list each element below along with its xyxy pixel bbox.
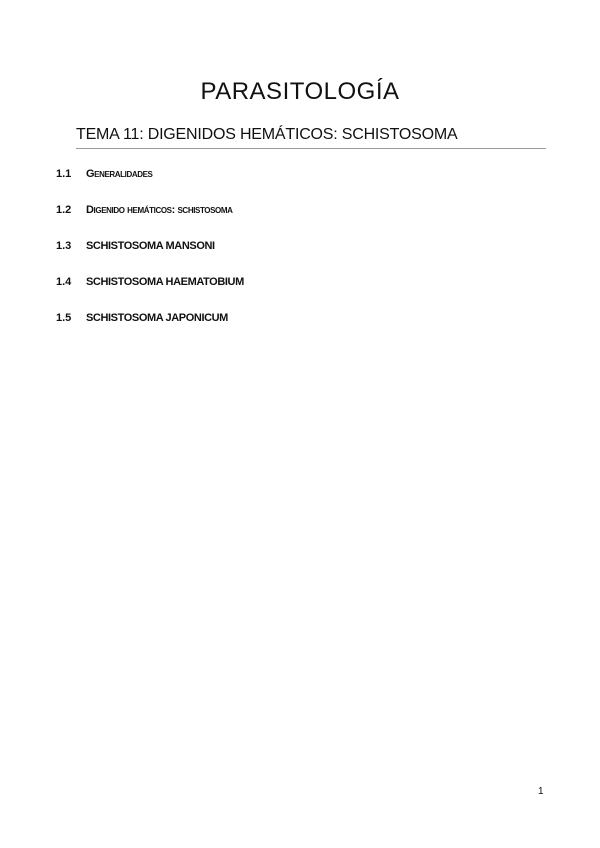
document-title: PARASITOLOGÍA xyxy=(200,78,400,105)
toc-item-number: 1.4 xyxy=(56,276,72,288)
toc-item xyxy=(56,240,244,276)
toc-item-number: 1.5 xyxy=(56,312,72,324)
section-heading: TEMA 11: DIGENIDOS HEMÁTICOS: SCHISTOSOMA xyxy=(76,126,546,149)
toc-item xyxy=(56,204,244,240)
toc-item xyxy=(56,312,244,348)
toc-item xyxy=(56,276,244,312)
toc-item-number: 1.2 xyxy=(56,204,72,216)
toc-item-number: 1.3 xyxy=(56,240,72,252)
toc-item xyxy=(56,168,244,204)
table-of-contents xyxy=(56,168,244,348)
toc-item-label: Generalidades xyxy=(86,168,153,180)
toc-item-label: SCHISTOSOMA MANSONI xyxy=(86,240,215,252)
toc-item-label: Digenido hemáticos: schistosoma xyxy=(86,204,233,216)
toc-item-label: SCHISTOSOMA HAEMATOBIUM xyxy=(86,276,244,288)
toc-item-label: SCHISTOSOMA JAPONICUM xyxy=(86,312,228,324)
page-number: 1 xyxy=(538,786,544,797)
toc-item-number: 1.1 xyxy=(56,168,72,180)
